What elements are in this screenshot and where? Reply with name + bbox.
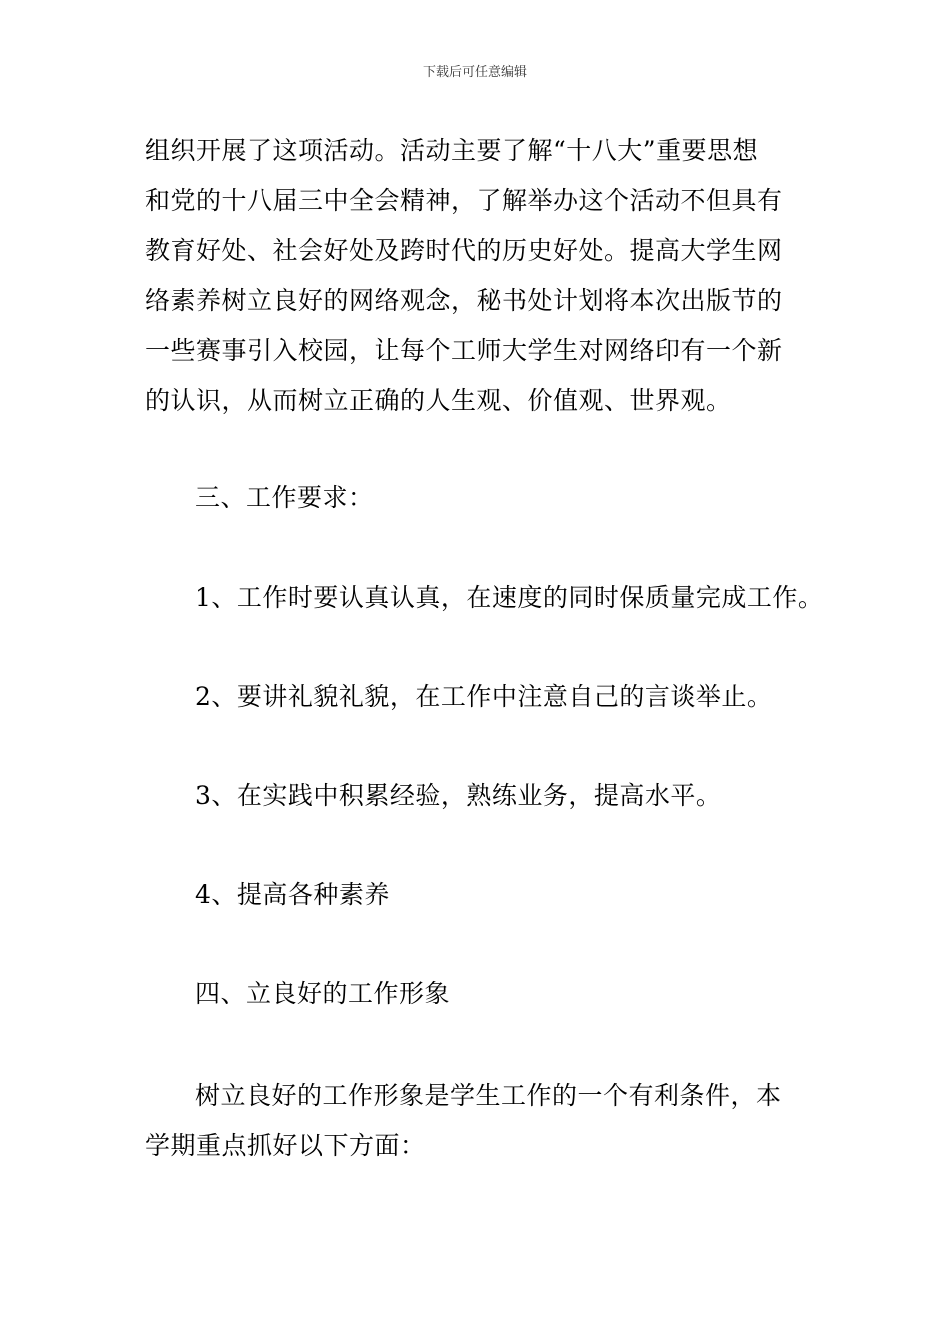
section-heading-work-image: 四、立良好的工作形象 [195,979,451,1008]
list-item-1: 1、工作时要认真认真，在速度的同时保质量完成工作。 [195,583,824,612]
page-header: 下载后可任意编辑 [422,65,527,80]
paragraph-line: 络素养树立良好的网络观念，秘书处计划将本次出版节的 [145,286,783,315]
paragraph-line: 教育好处、社会好处及跨时代的历史好处。提高大学生网 [145,236,783,265]
paragraph-activity-purpose [145,126,810,426]
paragraph-line: 和党的十八届三中全会精神，了解举办这个活动不但具有 [145,186,783,215]
paragraph-line: 的认识，从而树立正确的人生观、价值观、世界观。 [145,386,732,415]
paragraph-line: 学期重点抓好以下方面： [145,1131,426,1160]
paragraph-work-image [145,1071,810,1171]
paragraph-line: 树立良好的工作形象是学生工作的一个有利条件，本 [195,1081,782,1110]
list-item-3: 3、在实践中积累经验，熟练业务，提高水平。 [195,781,722,810]
paragraph-line: 一些赛事引入校园，让每个工师大学生对网络印有一个新 [145,336,783,365]
section-heading-work-requirements: 三、工作要求： [195,483,374,512]
paragraph-line: 组织开展了这项活动。活动主要了解“十八大”重要思想 [145,136,759,165]
list-item-2: 2、要讲礼貌礼貌，在工作中注意自己的言谈举止。 [195,682,773,711]
list-item-4: 4、提高各种素养 [195,880,390,909]
